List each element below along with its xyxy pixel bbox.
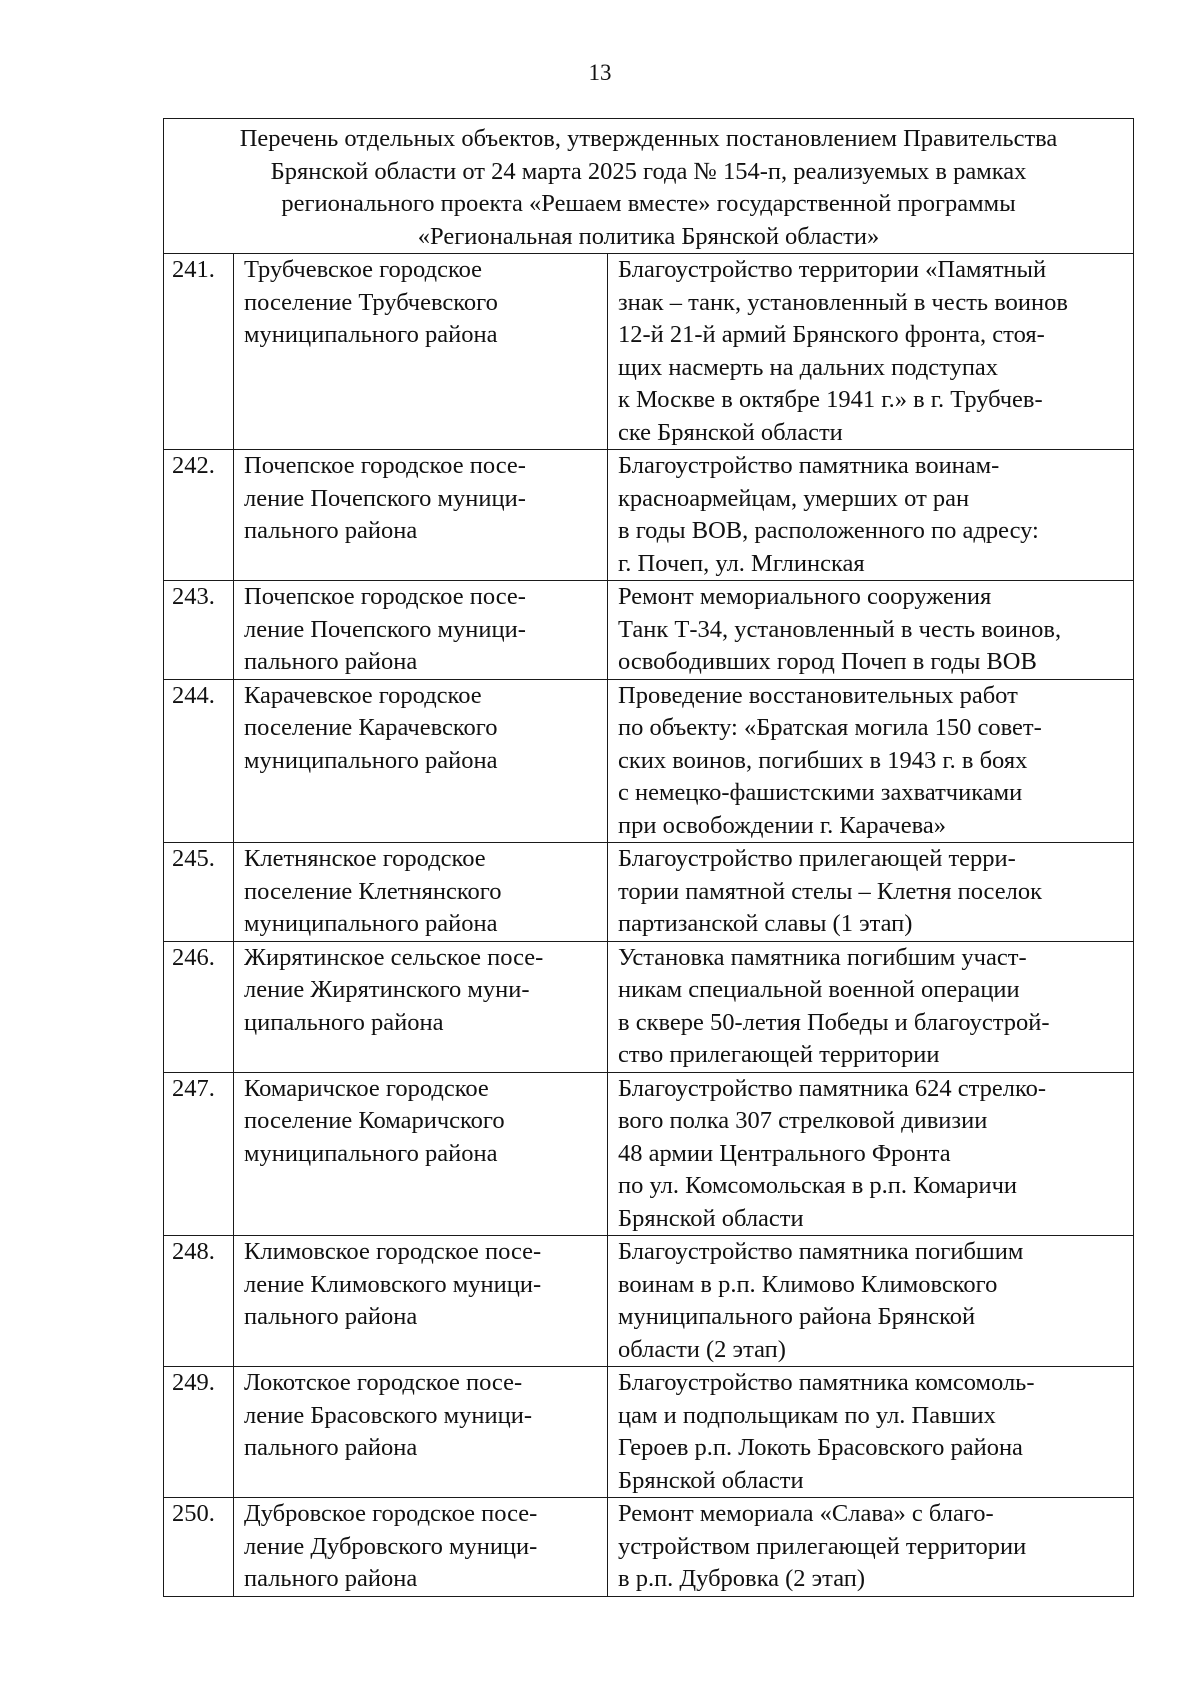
row-number: 244. [164, 679, 234, 843]
row-number: 247. [164, 1072, 234, 1236]
objects-table [163, 118, 1134, 1597]
municipality-cell: Трубчевское городское поселение Трубчевского муниципального района [234, 254, 608, 450]
municipality-cell: Комаричское городское поселение Комаричского муниципального района [234, 1072, 608, 1236]
municipality-cell: Жирятинское сельское посе- ление Жирятинского муни- ципального района [234, 941, 608, 1072]
row-number: 245. [164, 843, 234, 942]
description-cell: Благоустройство прилегающей терри- тории памятной стелы – Клетня поселок партизанской славы (1 этап) [608, 843, 1134, 942]
row-number: 249. [164, 1367, 234, 1498]
municipality-cell: Клетнянское городское поселение Клетнянского муниципального района [234, 843, 608, 942]
row-number: 250. [164, 1498, 234, 1597]
row-number: 248. [164, 1236, 234, 1367]
table-row [164, 1367, 1134, 1498]
table-row [164, 1072, 1134, 1236]
description-cell: Ремонт мемориального сооружения Танк Т-34, установленный в честь воинов, освободивших город Почеп в годы ВОВ [608, 581, 1134, 680]
description-cell: Благоустройство памятника воинам- красноармейцам, умерших от ран в годы ВОВ, расположенного по адресу: г. Почеп, ул. Мглинская [608, 450, 1134, 581]
table-row [164, 1236, 1134, 1367]
table-header-row [164, 119, 1134, 254]
row-number: 246. [164, 941, 234, 1072]
table-row [164, 941, 1134, 1072]
description-cell: Установка памятника погибшим участ- никам специальной военной операции в сквере 50-летия Победы и благоустрой- ство прилегающей территории [608, 941, 1134, 1072]
table-row [164, 1498, 1134, 1597]
municipality-cell: Почепское городское посе- ление Почепского муници- пального района [234, 450, 608, 581]
table-row [164, 843, 1134, 942]
page-number: 13 [588, 60, 612, 85]
table-row [164, 581, 1134, 680]
description-cell: Благоустройство памятника 624 стрелко- вого полка 307 стрелковой дивизии 48 армии Центрального Фронта по ул. Комсомольская в р.п. Комаричи Брянской области [608, 1072, 1134, 1236]
row-number: 241. [164, 254, 234, 450]
table-row [164, 254, 1134, 450]
table-row [164, 450, 1134, 581]
description-cell: Благоустройство памятника комсомоль- цам и подпольщикам по ул. Павших Героев р.п. Локоть Брасовского района Брянской области [608, 1367, 1134, 1498]
municipality-cell: Карачевское городское поселение Карачевского муниципального района [234, 679, 608, 843]
municipality-cell: Дубровское городское посе- ление Дубровского муници- пального района [234, 1498, 608, 1597]
table-row [164, 679, 1134, 843]
description-cell: Проведение восстановительных работ по объекту: «Братская могила 150 совет- ских воинов, погибших в 1943 г. в боях с немецко-фашистскими захватчиками при освобождении г. Карачева» [608, 679, 1134, 843]
row-number: 243. [164, 581, 234, 680]
municipality-cell: Климовское городское посе- ление Климовского муници- пального района [234, 1236, 608, 1367]
municipality-cell: Почепское городское посе- ление Почепского муници- пального района [234, 581, 608, 680]
row-number: 242. [164, 450, 234, 581]
description-cell: Благоустройство территории «Памятный знак – танк, установленный в честь воинов 12-й 21-й армий Брянского фронта, стоя- щих насмерть на дальних подступах к Москве в октябре 1941 г.» в г. Трубчев- ске Брянской области [608, 254, 1134, 450]
description-cell: Благоустройство памятника погибшим воинам в р.п. Климово Климовского муниципального района Брянской области (2 этап) [608, 1236, 1134, 1367]
description-cell: Ремонт мемориала «Слава» с благо- устройством прилегающей территории в р.п. Дубровка (2 этап) [608, 1498, 1134, 1597]
municipality-cell: Локотское городское посе- ление Брасовского муници- пального района [234, 1367, 608, 1498]
table-header: Перечень отдельных объектов, утвержденных постановлением Правительства Брянской области от 24 марта 2025 года № 154-п, реализуемых в рамках регионального проекта «Решаем вместе» государственной программы «Региональная политика Брянской области» [164, 119, 1134, 254]
